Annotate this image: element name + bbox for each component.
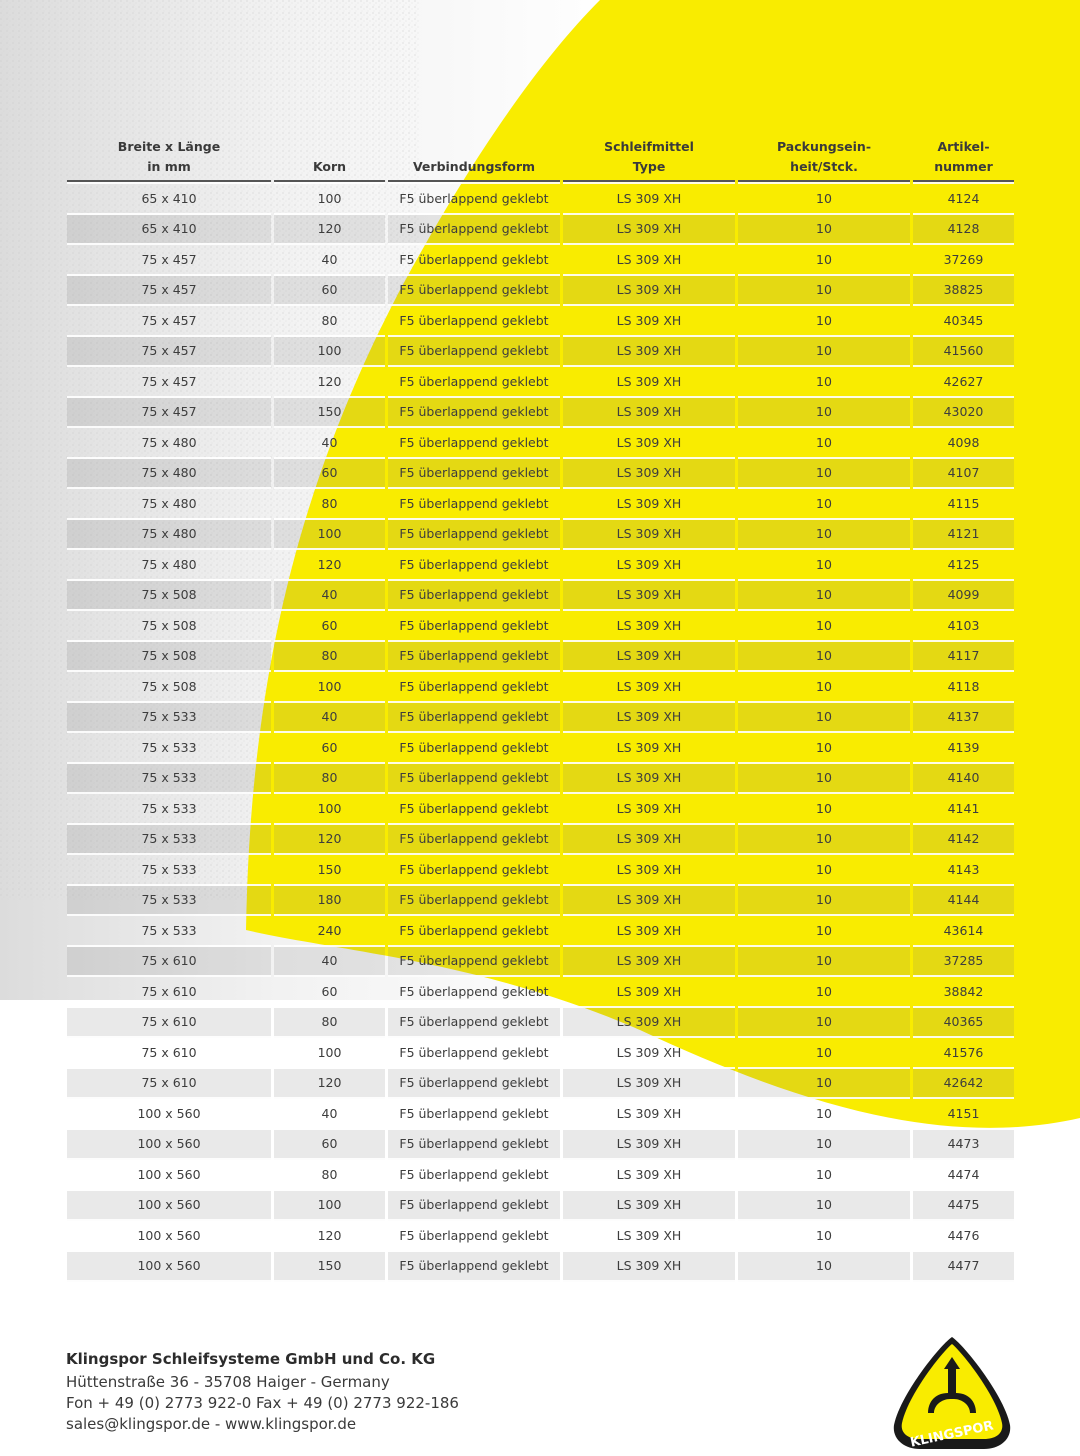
cell-artikelnummer: 4098 — [913, 428, 1014, 459]
company-name: Klingspor Schleifsysteme GmbH und Co. KG — [66, 1350, 436, 1368]
cell-artikelnummer: 4475 — [913, 1191, 1014, 1222]
cell-artikelnummer: 4128 — [913, 215, 1014, 246]
cell-size: 75 x 508 — [67, 611, 271, 642]
cell-verbindungsform: F5 überlappend geklebt — [388, 1099, 560, 1130]
cell-size: 75 x 457 — [67, 245, 271, 276]
cell-packungseinheit: 10 — [738, 428, 910, 459]
cell-size: 75 x 610 — [67, 977, 271, 1008]
cell-korn: 150 — [274, 398, 385, 429]
cell-korn: 40 — [274, 581, 385, 612]
table-row — [67, 825, 1014, 856]
cell-verbindungsform: F5 überlappend geklebt — [388, 398, 560, 429]
cell-verbindungsform: F5 überlappend geklebt — [388, 428, 560, 459]
cell-korn: 120 — [274, 215, 385, 246]
header-schleifmittel-type: Schleifmittel Type — [563, 131, 735, 182]
cell-verbindungsform: F5 überlappend geklebt — [388, 581, 560, 612]
table-row — [67, 794, 1014, 825]
header-korn: Korn — [274, 131, 385, 182]
cell-artikelnummer: 4099 — [913, 581, 1014, 612]
cell-type: LS 309 XH — [563, 367, 735, 398]
cell-artikelnummer: 4137 — [913, 703, 1014, 734]
table-row — [67, 611, 1014, 642]
cell-artikelnummer: 37269 — [913, 245, 1014, 276]
cell-type: LS 309 XH — [563, 1038, 735, 1069]
cell-size: 75 x 480 — [67, 459, 271, 490]
cell-korn: 120 — [274, 1069, 385, 1100]
cell-packungseinheit: 10 — [738, 1221, 910, 1252]
cell-korn: 100 — [274, 520, 385, 551]
cell-packungseinheit: 10 — [738, 182, 910, 215]
cell-packungseinheit: 10 — [738, 1038, 910, 1069]
table-body — [67, 182, 1014, 1282]
table-row — [67, 1160, 1014, 1191]
cell-packungseinheit: 10 — [738, 764, 910, 795]
cell-verbindungsform: F5 überlappend geklebt — [388, 182, 560, 215]
cell-verbindungsform: F5 überlappend geklebt — [388, 215, 560, 246]
cell-size: 75 x 610 — [67, 1069, 271, 1100]
cell-korn: 120 — [274, 550, 385, 581]
cell-artikelnummer: 38825 — [913, 276, 1014, 307]
cell-size: 75 x 533 — [67, 703, 271, 734]
cell-type: LS 309 XH — [563, 642, 735, 673]
table-row — [67, 550, 1014, 581]
cell-type: LS 309 XH — [563, 977, 735, 1008]
cell-packungseinheit: 10 — [738, 581, 910, 612]
cell-packungseinheit: 10 — [738, 825, 910, 856]
table-row — [67, 398, 1014, 429]
cell-type: LS 309 XH — [563, 520, 735, 551]
cell-type: LS 309 XH — [563, 215, 735, 246]
product-table — [64, 131, 1017, 1282]
cell-korn: 80 — [274, 642, 385, 673]
cell-artikelnummer: 4140 — [913, 764, 1014, 795]
cell-verbindungsform: F5 überlappend geklebt — [388, 855, 560, 886]
cell-size: 75 x 533 — [67, 764, 271, 795]
cell-size: 75 x 533 — [67, 825, 271, 856]
cell-size: 75 x 533 — [67, 794, 271, 825]
cell-verbindungsform: F5 überlappend geklebt — [388, 520, 560, 551]
cell-korn: 80 — [274, 764, 385, 795]
cell-verbindungsform: F5 überlappend geklebt — [388, 276, 560, 307]
cell-korn: 150 — [274, 855, 385, 886]
cell-verbindungsform: F5 überlappend geklebt — [388, 794, 560, 825]
table-row — [67, 459, 1014, 490]
table-row — [67, 1099, 1014, 1130]
cell-size: 100 x 560 — [67, 1099, 271, 1130]
cell-type: LS 309 XH — [563, 276, 735, 307]
cell-size: 75 x 457 — [67, 276, 271, 307]
logo-wordmark: KLINGSPOR — [908, 1418, 995, 1451]
cell-size: 75 x 533 — [67, 733, 271, 764]
cell-verbindungsform: F5 überlappend geklebt — [388, 1160, 560, 1191]
cell-size: 75 x 457 — [67, 398, 271, 429]
cell-korn: 40 — [274, 703, 385, 734]
table-row — [67, 215, 1014, 246]
cell-artikelnummer: 42627 — [913, 367, 1014, 398]
cell-korn: 150 — [274, 1252, 385, 1283]
cell-artikelnummer: 4117 — [913, 642, 1014, 673]
cell-verbindungsform: F5 überlappend geklebt — [388, 642, 560, 673]
table-row — [67, 245, 1014, 276]
company-email-web: sales@klingspor.de - www.klingspor.de — [66, 1415, 357, 1433]
company-phone-fax: Fon + 49 (0) 2773 922-0 Fax + 49 (0) 2773 922-186 — [66, 1394, 459, 1412]
cell-type: LS 309 XH — [563, 672, 735, 703]
cell-type: LS 309 XH — [563, 1160, 735, 1191]
cell-verbindungsform: F5 überlappend geklebt — [388, 1191, 560, 1222]
cell-type: LS 309 XH — [563, 1069, 735, 1100]
cell-korn: 120 — [274, 367, 385, 398]
cell-packungseinheit: 10 — [738, 611, 910, 642]
cell-korn: 100 — [274, 1038, 385, 1069]
cell-packungseinheit: 10 — [738, 550, 910, 581]
cell-korn: 60 — [274, 459, 385, 490]
table-row — [67, 642, 1014, 673]
cell-size: 65 x 410 — [67, 215, 271, 246]
cell-artikelnummer: 4124 — [913, 182, 1014, 215]
cell-packungseinheit: 10 — [738, 306, 910, 337]
cell-size: 65 x 410 — [67, 182, 271, 215]
table-row — [67, 520, 1014, 551]
cell-packungseinheit: 10 — [738, 1160, 910, 1191]
cell-verbindungsform: F5 überlappend geklebt — [388, 1130, 560, 1161]
table-row — [67, 337, 1014, 368]
cell-verbindungsform: F5 überlappend geklebt — [388, 764, 560, 795]
cell-packungseinheit: 10 — [738, 459, 910, 490]
cell-packungseinheit: 10 — [738, 794, 910, 825]
table-row — [67, 703, 1014, 734]
cell-korn: 100 — [274, 337, 385, 368]
cell-korn: 80 — [274, 489, 385, 520]
table-row — [67, 916, 1014, 947]
table-row — [67, 489, 1014, 520]
table-row — [67, 855, 1014, 886]
cell-artikelnummer: 4107 — [913, 459, 1014, 490]
table-row — [67, 428, 1014, 459]
cell-type: LS 309 XH — [563, 459, 735, 490]
cell-verbindungsform: F5 überlappend geklebt — [388, 1008, 560, 1039]
cell-artikelnummer: 4141 — [913, 794, 1014, 825]
cell-type: LS 309 XH — [563, 794, 735, 825]
cell-korn: 100 — [274, 794, 385, 825]
cell-packungseinheit: 10 — [738, 276, 910, 307]
cell-korn: 120 — [274, 825, 385, 856]
cell-size: 75 x 508 — [67, 672, 271, 703]
cell-type: LS 309 XH — [563, 550, 735, 581]
cell-artikelnummer: 4476 — [913, 1221, 1014, 1252]
table-row — [67, 1008, 1014, 1039]
table-row — [67, 1252, 1014, 1283]
footer — [66, 1350, 459, 1435]
cell-type: LS 309 XH — [563, 182, 735, 215]
cell-type: LS 309 XH — [563, 764, 735, 795]
cell-artikelnummer: 43614 — [913, 916, 1014, 947]
cell-verbindungsform: F5 überlappend geklebt — [388, 489, 560, 520]
header-packungseinheit: Packungsein- heit/Stck. — [738, 131, 910, 182]
table-row — [67, 182, 1014, 215]
cell-packungseinheit: 10 — [738, 1191, 910, 1222]
table-row — [67, 1069, 1014, 1100]
cell-type: LS 309 XH — [563, 581, 735, 612]
header-breite-laenge: Breite x Länge in mm — [67, 131, 271, 182]
cell-verbindungsform: F5 überlappend geklebt — [388, 367, 560, 398]
cell-size: 75 x 480 — [67, 489, 271, 520]
cell-packungseinheit: 10 — [738, 672, 910, 703]
cell-packungseinheit: 10 — [738, 855, 910, 886]
cell-type: LS 309 XH — [563, 611, 735, 642]
cell-size: 75 x 508 — [67, 581, 271, 612]
cell-packungseinheit: 10 — [738, 642, 910, 673]
cell-korn: 100 — [274, 182, 385, 215]
cell-artikelnummer: 40345 — [913, 306, 1014, 337]
cell-size: 75 x 610 — [67, 1038, 271, 1069]
cell-verbindungsform: F5 überlappend geklebt — [388, 947, 560, 978]
cell-artikelnummer: 40365 — [913, 1008, 1014, 1039]
cell-verbindungsform: F5 überlappend geklebt — [388, 825, 560, 856]
cell-verbindungsform: F5 überlappend geklebt — [388, 1252, 560, 1283]
cell-artikelnummer: 4118 — [913, 672, 1014, 703]
cell-artikelnummer: 41560 — [913, 337, 1014, 368]
cell-verbindungsform: F5 überlappend geklebt — [388, 459, 560, 490]
cell-artikelnummer: 43020 — [913, 398, 1014, 429]
cell-verbindungsform: F5 überlappend geklebt — [388, 977, 560, 1008]
cell-type: LS 309 XH — [563, 703, 735, 734]
cell-korn: 60 — [274, 733, 385, 764]
cell-type: LS 309 XH — [563, 1099, 735, 1130]
cell-packungseinheit: 10 — [738, 215, 910, 246]
cell-type: LS 309 XH — [563, 1221, 735, 1252]
cell-artikelnummer: 4151 — [913, 1099, 1014, 1130]
cell-korn: 40 — [274, 1099, 385, 1130]
cell-packungseinheit: 10 — [738, 1069, 910, 1100]
cell-artikelnummer: 4121 — [913, 520, 1014, 551]
cell-packungseinheit: 10 — [738, 1130, 910, 1161]
cell-artikelnummer: 4139 — [913, 733, 1014, 764]
cell-type: LS 309 XH — [563, 733, 735, 764]
cell-size: 100 x 560 — [67, 1191, 271, 1222]
cell-size: 75 x 457 — [67, 367, 271, 398]
cell-korn: 60 — [274, 276, 385, 307]
cell-verbindungsform: F5 überlappend geklebt — [388, 672, 560, 703]
cell-packungseinheit: 10 — [738, 1099, 910, 1130]
cell-size: 75 x 533 — [67, 916, 271, 947]
cell-size: 100 x 560 — [67, 1221, 271, 1252]
cell-size: 100 x 560 — [67, 1252, 271, 1283]
cell-type: LS 309 XH — [563, 1130, 735, 1161]
cell-size: 75 x 457 — [67, 337, 271, 368]
cell-korn: 80 — [274, 1008, 385, 1039]
cell-packungseinheit: 10 — [738, 489, 910, 520]
cell-artikelnummer: 41576 — [913, 1038, 1014, 1069]
table-row — [67, 886, 1014, 917]
cell-size: 100 x 560 — [67, 1130, 271, 1161]
table-row — [67, 1191, 1014, 1222]
cell-verbindungsform: F5 überlappend geklebt — [388, 1038, 560, 1069]
cell-type: LS 309 XH — [563, 825, 735, 856]
cell-korn: 40 — [274, 245, 385, 276]
cell-packungseinheit: 10 — [738, 1008, 910, 1039]
cell-size: 100 x 560 — [67, 1160, 271, 1191]
cell-korn: 80 — [274, 1160, 385, 1191]
cell-verbindungsform: F5 überlappend geklebt — [388, 245, 560, 276]
cell-packungseinheit: 10 — [738, 703, 910, 734]
cell-packungseinheit: 10 — [738, 367, 910, 398]
cell-korn: 60 — [274, 1130, 385, 1161]
cell-packungseinheit: 10 — [738, 398, 910, 429]
cell-korn: 120 — [274, 1221, 385, 1252]
header-verbindungsform: Verbindungsform — [388, 131, 560, 182]
cell-type: LS 309 XH — [563, 1008, 735, 1039]
cell-size: 75 x 508 — [67, 642, 271, 673]
cell-verbindungsform: F5 überlappend geklebt — [388, 733, 560, 764]
table-row — [67, 1038, 1014, 1069]
cell-artikelnummer: 4477 — [913, 1252, 1014, 1283]
cell-type: LS 309 XH — [563, 398, 735, 429]
cell-artikelnummer: 4473 — [913, 1130, 1014, 1161]
cell-korn: 60 — [274, 977, 385, 1008]
cell-packungseinheit: 10 — [738, 520, 910, 551]
cell-artikelnummer: 37285 — [913, 947, 1014, 978]
cell-type: LS 309 XH — [563, 855, 735, 886]
cell-korn: 100 — [274, 672, 385, 703]
company-address: Hüttenstraße 36 - 35708 Haiger - Germany — [66, 1373, 390, 1391]
table-header-row — [67, 131, 1014, 182]
cell-korn: 60 — [274, 611, 385, 642]
cell-size: 75 x 610 — [67, 947, 271, 978]
cell-korn: 100 — [274, 1191, 385, 1222]
cell-packungseinheit: 10 — [738, 977, 910, 1008]
cell-artikelnummer: 4474 — [913, 1160, 1014, 1191]
klingspor-logo-icon — [890, 1335, 1014, 1451]
cell-packungseinheit: 10 — [738, 733, 910, 764]
table-row — [67, 1221, 1014, 1252]
cell-type: LS 309 XH — [563, 1252, 735, 1283]
cell-korn: 40 — [274, 947, 385, 978]
cell-size: 75 x 533 — [67, 855, 271, 886]
cell-packungseinheit: 10 — [738, 947, 910, 978]
cell-verbindungsform: F5 überlappend geklebt — [388, 306, 560, 337]
table-row — [67, 672, 1014, 703]
cell-packungseinheit: 10 — [738, 1252, 910, 1283]
cell-korn: 180 — [274, 886, 385, 917]
cell-type: LS 309 XH — [563, 489, 735, 520]
header-artikelnummer: Artikel- nummer — [913, 131, 1014, 182]
cell-size: 75 x 610 — [67, 1008, 271, 1039]
cell-korn: 240 — [274, 916, 385, 947]
table-row — [67, 1130, 1014, 1161]
cell-verbindungsform: F5 überlappend geklebt — [388, 550, 560, 581]
cell-artikelnummer: 4144 — [913, 886, 1014, 917]
cell-verbindungsform: F5 überlappend geklebt — [388, 1221, 560, 1252]
cell-type: LS 309 XH — [563, 886, 735, 917]
table-row — [67, 733, 1014, 764]
cell-size: 75 x 480 — [67, 520, 271, 551]
cell-type: LS 309 XH — [563, 947, 735, 978]
cell-verbindungsform: F5 überlappend geklebt — [388, 611, 560, 642]
cell-packungseinheit: 10 — [738, 916, 910, 947]
cell-type: LS 309 XH — [563, 428, 735, 459]
cell-artikelnummer: 42642 — [913, 1069, 1014, 1100]
cell-artikelnummer: 4142 — [913, 825, 1014, 856]
cell-size: 75 x 533 — [67, 886, 271, 917]
cell-artikelnummer: 4115 — [913, 489, 1014, 520]
cell-type: LS 309 XH — [563, 916, 735, 947]
cell-packungseinheit: 10 — [738, 886, 910, 917]
cell-korn: 80 — [274, 306, 385, 337]
cell-verbindungsform: F5 überlappend geklebt — [388, 337, 560, 368]
table-row — [67, 367, 1014, 398]
cell-type: LS 309 XH — [563, 306, 735, 337]
cell-size: 75 x 457 — [67, 306, 271, 337]
cell-type: LS 309 XH — [563, 337, 735, 368]
cell-verbindungsform: F5 überlappend geklebt — [388, 886, 560, 917]
cell-size: 75 x 480 — [67, 428, 271, 459]
cell-artikelnummer: 4103 — [913, 611, 1014, 642]
table-row — [67, 276, 1014, 307]
table-row — [67, 581, 1014, 612]
cell-type: LS 309 XH — [563, 245, 735, 276]
table-row — [67, 764, 1014, 795]
cell-verbindungsform: F5 überlappend geklebt — [388, 1069, 560, 1100]
cell-type: LS 309 XH — [563, 1191, 735, 1222]
cell-artikelnummer: 4143 — [913, 855, 1014, 886]
cell-verbindungsform: F5 überlappend geklebt — [388, 703, 560, 734]
cell-artikelnummer: 4125 — [913, 550, 1014, 581]
cell-korn: 40 — [274, 428, 385, 459]
table-row — [67, 947, 1014, 978]
cell-artikelnummer: 38842 — [913, 977, 1014, 1008]
cell-verbindungsform: F5 überlappend geklebt — [388, 916, 560, 947]
cell-packungseinheit: 10 — [738, 337, 910, 368]
table-row — [67, 977, 1014, 1008]
table-row — [67, 306, 1014, 337]
cell-size: 75 x 480 — [67, 550, 271, 581]
cell-packungseinheit: 10 — [738, 245, 910, 276]
